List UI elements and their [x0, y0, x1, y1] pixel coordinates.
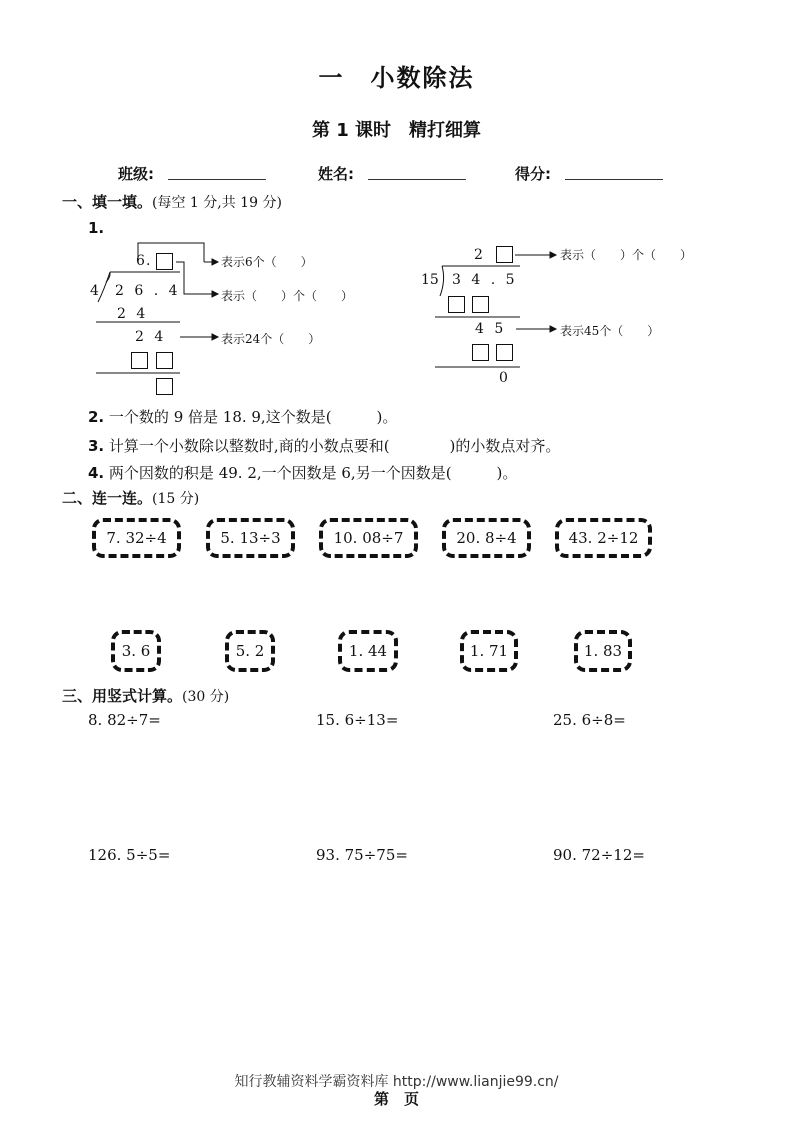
expression-box-2[interactable]: 5. 13÷3: [206, 518, 295, 558]
calc-problem-6: 90. 72÷12=: [553, 846, 645, 864]
question-4-text: 两个因数的积是 49. 2,一个因数是 6,另一个因数是( )。: [108, 464, 518, 482]
question-2: 2. 一个数的 9 倍是 18. 9,这个数是( )。: [88, 408, 398, 426]
section3-note: (30 分): [182, 689, 230, 705]
div1-label-b: 表示（ ）个（ ）: [221, 289, 354, 303]
page-number: 第 页: [373, 1090, 419, 1108]
section3-heading: 三、用竖式计算。: [62, 687, 183, 705]
name-label: 姓名:: [318, 165, 354, 183]
div1-label-c: 表示24个（ ）: [221, 332, 321, 346]
expression-box-5[interactable]: 43. 2÷12: [555, 518, 652, 558]
page-title: 一 小数除法: [318, 64, 475, 92]
div2-product-box-1[interactable]: [448, 296, 465, 313]
div2-quotient-digit: 2: [474, 247, 483, 263]
div1-divisor: 4: [90, 283, 99, 299]
div2-label-a: 表示（ ）个（ ）: [560, 248, 693, 262]
div2-step2: 4 5: [475, 321, 507, 337]
lesson-subtitle: 第 1 课时 精打细算: [311, 120, 482, 141]
section2-header: [62, 487, 199, 508]
div2-product-box-3[interactable]: [472, 344, 489, 361]
div2-product-box-4[interactable]: [496, 344, 513, 361]
div1-dividend: 2 6 . 4: [115, 283, 181, 299]
section1-heading: 一、填一填。: [62, 193, 153, 211]
score-label: 得分:: [515, 165, 551, 183]
answer-box-4[interactable]: 1. 71: [460, 630, 518, 672]
div2-remainder: 0: [499, 370, 508, 386]
answer-box-5[interactable]: 1. 83: [574, 630, 632, 672]
div1-label-a: 表示6个（ ）: [221, 255, 313, 269]
expression-box-3[interactable]: 10. 08÷7: [319, 518, 418, 558]
div1-step2: 2 4: [135, 329, 167, 345]
section3-header: [62, 685, 229, 706]
expression-box-1[interactable]: 7. 32÷4: [92, 518, 181, 558]
div2-dividend: 3 4 . 5: [452, 272, 518, 288]
div1-quotient-dot: .: [146, 253, 151, 269]
div1-quotient-digit: 6: [136, 253, 145, 269]
answer-box-3[interactable]: 1. 44: [338, 630, 398, 672]
div2-product-box-2[interactable]: [472, 296, 489, 313]
div1-step1: 2 4: [117, 306, 149, 322]
question-4: 4. 两个因数的积是 49. 2,一个因数是 6,另一个因数是( )。: [88, 464, 518, 482]
calc-problem-3: 25. 6÷8=: [553, 711, 626, 729]
div2-label-b: 表示45个（ ）: [560, 324, 660, 338]
calc-problem-4: 126. 5÷5=: [88, 846, 171, 864]
question-3-text: 计算一个小数除以整数时,商的小数点要和( )的小数点对齐。: [108, 437, 561, 455]
section2-heading: 二、连一连。: [62, 489, 153, 507]
expression-box-4[interactable]: 20. 8÷4: [442, 518, 531, 558]
question-2-text: 一个数的 9 倍是 18. 9,这个数是( )。: [108, 408, 398, 426]
answer-box-2[interactable]: 5. 2: [225, 630, 275, 672]
answer-box-1[interactable]: 3. 6: [111, 630, 161, 672]
q1-number: 1.: [88, 219, 105, 237]
question-3: 3. 计算一个小数除以整数时,商的小数点要和( )的小数点对齐。: [88, 437, 561, 455]
footer-source: 知行教辅资料学霸资料库 http://www.lianjie99.cn/: [234, 1074, 559, 1090]
section2-note: (15 分): [152, 491, 200, 507]
section1-note: (每空 1 分,共 19 分): [152, 195, 282, 211]
div2-quotient-answer-box[interactable]: [496, 246, 513, 263]
calc-problem-1: 8. 82÷7=: [88, 711, 161, 729]
div2-divisor: 15: [421, 272, 439, 288]
calc-problem-2: 15. 6÷13=: [316, 711, 399, 729]
calc-problem-5: 93. 75÷75=: [316, 846, 408, 864]
class-label: 班级:: [118, 165, 154, 183]
